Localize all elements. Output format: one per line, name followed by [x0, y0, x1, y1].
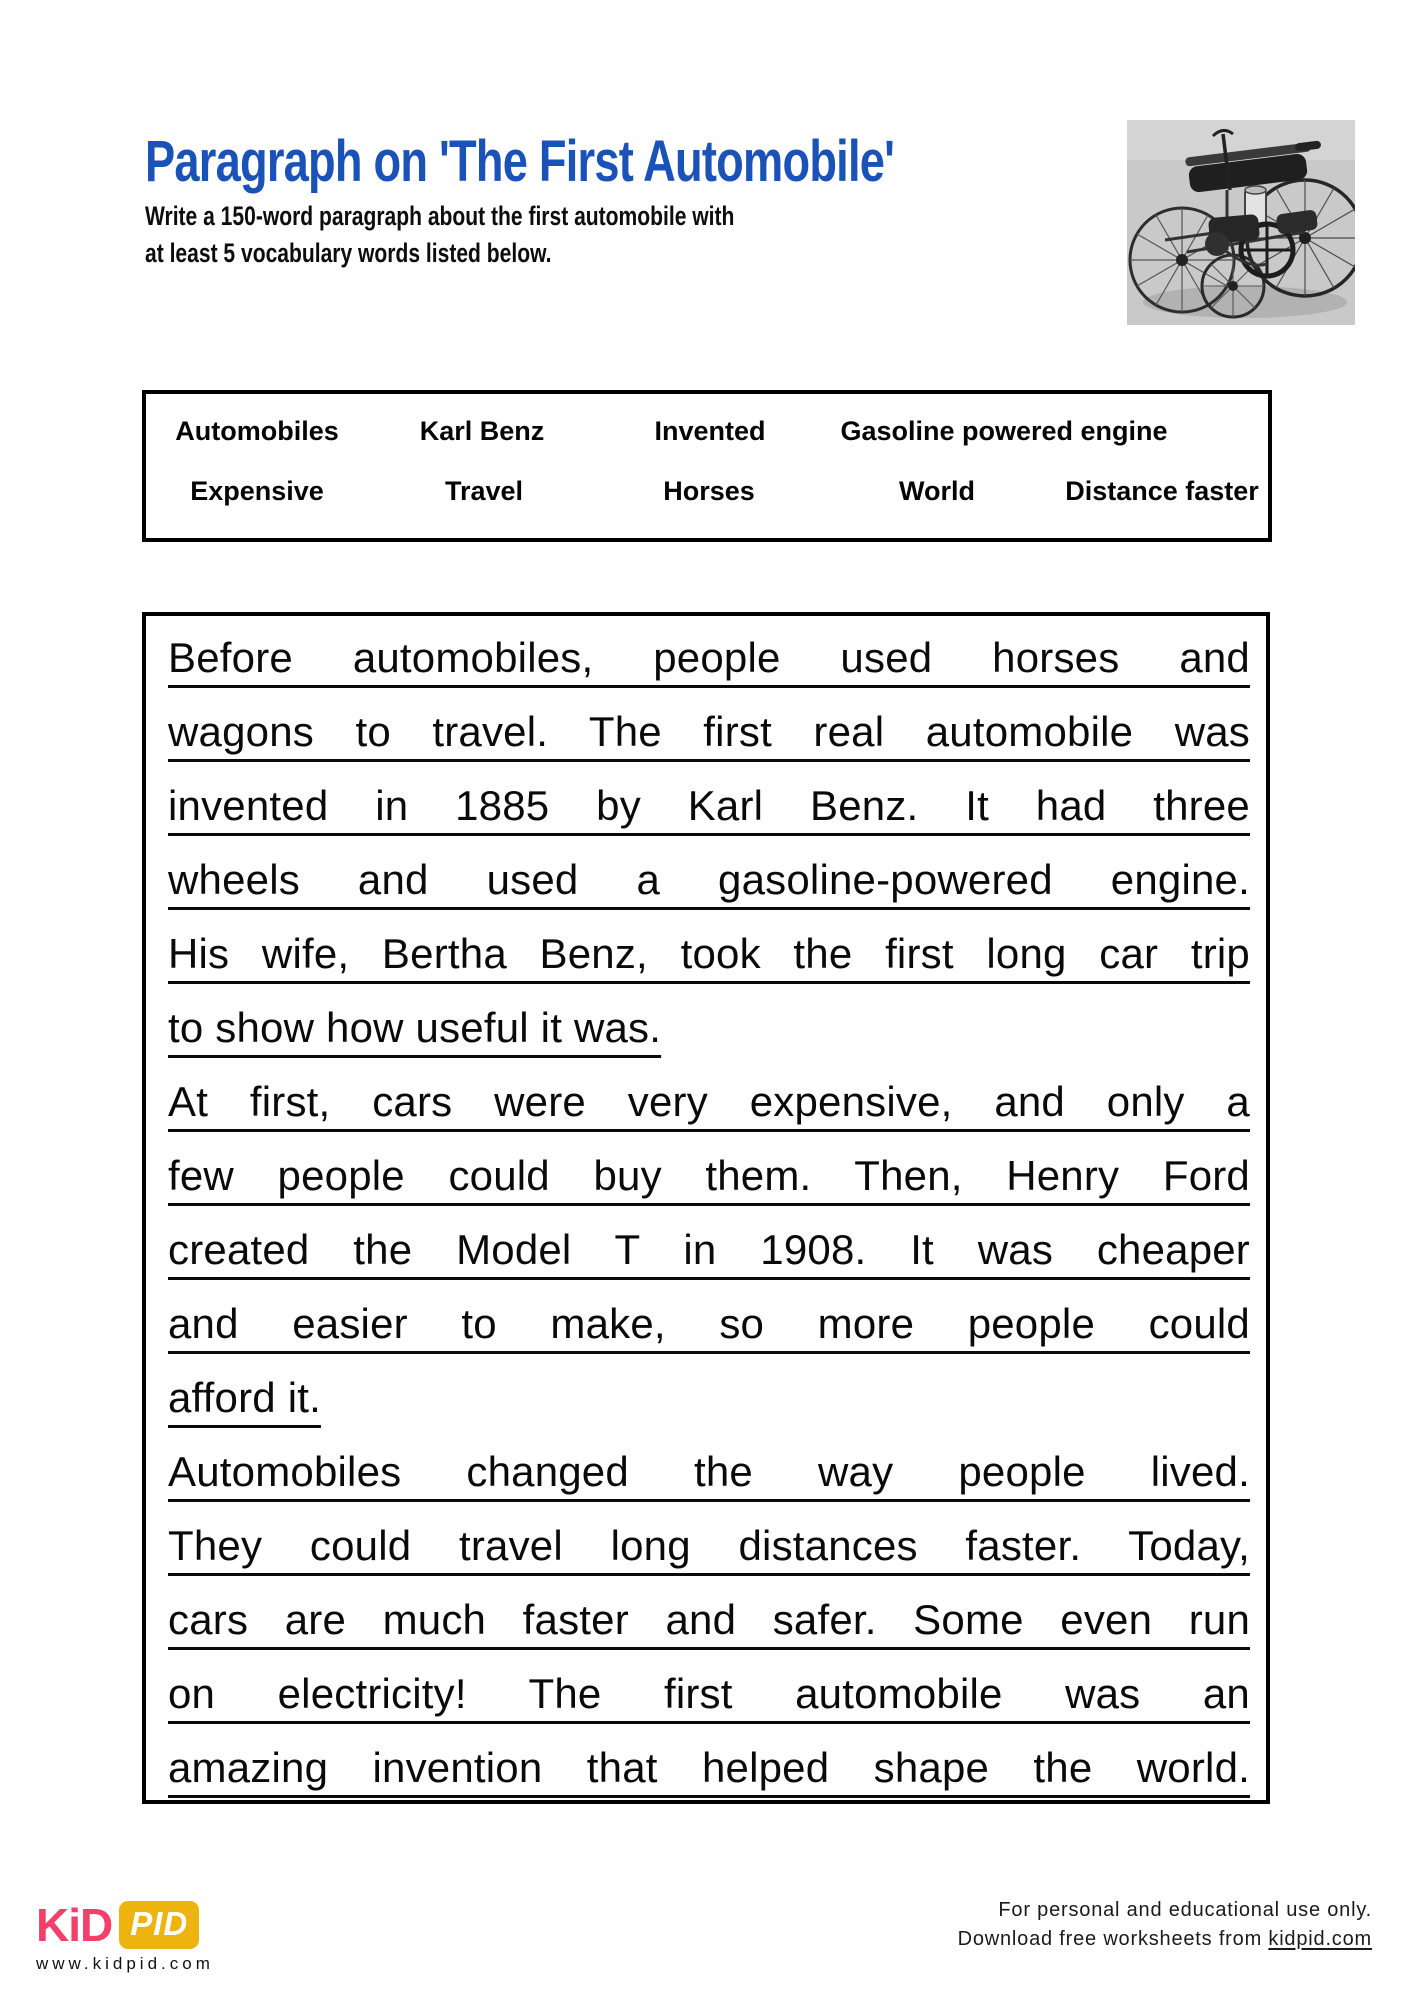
vocab-word: Travel: [444, 476, 524, 506]
first-automobile-photo: [1127, 120, 1355, 325]
paragraph-lines: [168, 634, 1250, 1818]
paragraph-line: on electricity! The first automobile was an: [168, 1670, 1250, 1717]
usage-line: For personal and educational use only.: [998, 1899, 1372, 1921]
paragraph-line: created the Model T in 1908. It was cheaper: [168, 1226, 1250, 1273]
page-title: Paragraph on 'The First Automobile': [145, 129, 895, 194]
paragraph-line: to show how useful it was.: [168, 1004, 662, 1051]
download-line-prefix: Download free worksheets from: [957, 1928, 1269, 1950]
instructions-line-2: at least 5 vocabulary words listed below.: [145, 238, 552, 268]
vocab-word: Distance faster: [1065, 476, 1259, 506]
paragraph-line: afford it.: [168, 1374, 321, 1421]
download-line: [958, 1925, 1372, 1954]
paragraph-line: His wife, Bertha Benz, took the first long car trip: [168, 930, 1250, 977]
vocab-word: World: [899, 476, 975, 506]
paragraph-line: wheels and used a gasoline-powered engine.: [168, 856, 1250, 903]
vocab-word: Expensive: [190, 476, 324, 506]
vocab-row2: [146, 476, 1268, 510]
paragraph-line: wagons to travel. The first real automobile was: [168, 708, 1250, 755]
paragraph-box: [142, 612, 1270, 1804]
vocab-word: Horses: [663, 476, 755, 506]
logo-kid-text: KiD: [36, 1899, 113, 1951]
vocab-row1: [146, 416, 1268, 450]
vocabulary-box: [142, 390, 1272, 542]
paragraph-line: amazing invention that helped shape the world.: [168, 1744, 1250, 1791]
vocab-word: Automobiles: [175, 416, 339, 446]
paragraph-line: invented in 1885 by Karl Benz. It had three: [168, 782, 1250, 829]
footer-usage-note: [958, 1896, 1372, 1954]
instructions-line-1: Write a 150-word paragraph about the first automobile with: [145, 201, 735, 231]
paragraph-line: They could travel long distances faster. Today,: [168, 1522, 1250, 1569]
kidpid-link[interactable]: kidpid.com: [1268, 1928, 1372, 1950]
paragraph-line: Before automobiles, people used horses and: [168, 634, 1250, 681]
automobile-illustration: [1127, 120, 1355, 325]
paragraph-line: few people could buy them. Then, Henry Ford: [168, 1152, 1250, 1199]
logo-pid-badge: PID: [119, 1901, 199, 1949]
kidpid-website-url: www.kidpid.com: [36, 1954, 214, 1973]
paragraph-line: and easier to make, so more people could: [168, 1300, 1250, 1347]
paragraph-line: Automobiles changed the way people lived.: [168, 1448, 1250, 1495]
vocab-word: Invented: [654, 416, 766, 446]
vocab-word: Gasoline powered engine: [840, 416, 1168, 446]
instructions: [145, 198, 734, 272]
kidpid-logo: [36, 1898, 199, 1952]
vocab-word: Karl Benz: [419, 416, 545, 446]
paragraph-line: cars are much faster and safer. Some even run: [168, 1596, 1250, 1643]
paragraph-line: At first, cars were very expensive, and only a: [168, 1078, 1250, 1125]
